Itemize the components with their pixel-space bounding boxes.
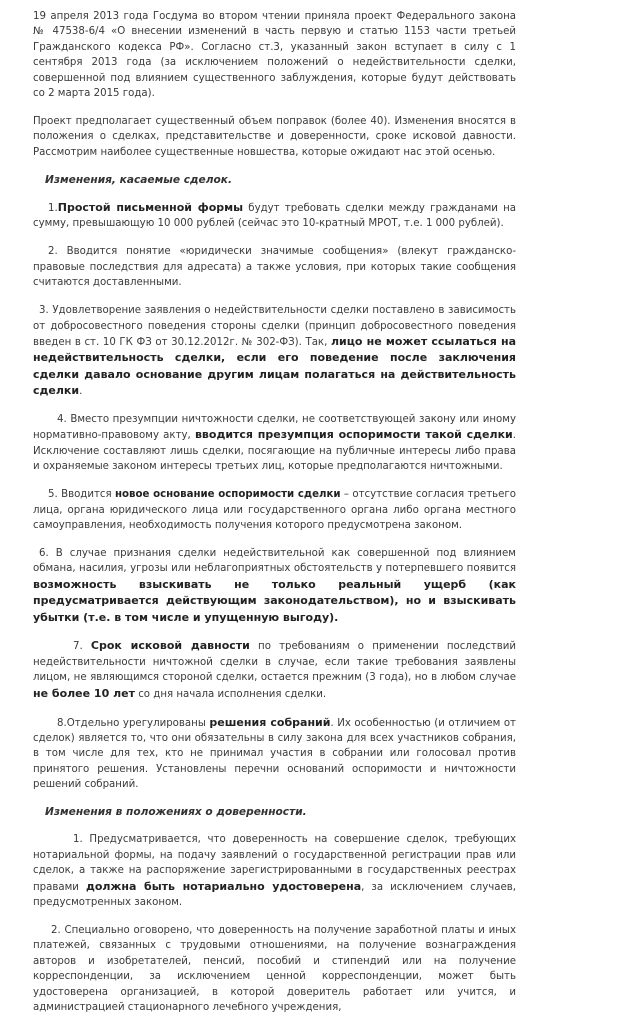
list-item (33, 303, 516, 399)
item-text: 2. Вводится понятие «юридически значимые сообщения» (влекут гражданско-правовые последствия для адресата) а также условия, при которых такие сообщения считаются доставленными. (33, 246, 516, 289)
item-emphasis: не более 10 лет (33, 686, 135, 700)
item-text: 5. Вводится (48, 489, 116, 501)
item-text: 7. (73, 641, 91, 653)
item-emphasis: лицо не может ссылаться на недействительность сделки, если его поведение после заключения сделки давало основание другим лицам полагаться на действительность сделки (33, 334, 516, 398)
intro-paragraph: Проект предполагает существенный объем поправок (более 40). Изменения вносятся в положения о сделках, представительстве и доверенности, сроке исковой давности. Рассмотрим наиболее существенные новшества, которые ожидают нас этой осенью. (33, 115, 516, 158)
list-item (33, 715, 516, 793)
item-emphasis: новое основание оспоримости сделки (115, 489, 341, 501)
item-text: 8.Отдельно урегулированы (57, 717, 210, 729)
list-item (33, 832, 516, 910)
item-emphasis: возможность взыскивать не только реальный ущерб (как предусматривается действующим законодательством), но и взыскивать убытки (т.е. в том числе и упущенную выгоду). (33, 577, 516, 624)
item-text: 1. (48, 203, 58, 215)
item-text: 4. Вместо презумпции ничтожности сделки, не соответствующей закону или иному нормативно-правовому акту, (33, 414, 516, 442)
list-item (33, 244, 516, 290)
item-text: . Их особенностью (и отличием от сделок) является то, что они обязательны в силу закона для всех участников собрания, в том числе для тех, кто не принимал участия в собрании или голосовал против принятого решения. Установлены перечни оснований оспоримости и ничтожности решений собраний. (33, 717, 516, 791)
item-text: , за исключением случаев, предусмотренных законом. (33, 881, 516, 909)
item-emphasis: решения собраний (209, 715, 331, 729)
item-emphasis: Простой письменной формы (57, 201, 244, 215)
item-text: 6. В случае признания сделки недействительной как совершенной под влиянием обмана, насилия, угрозы или неблагоприятных обстоятельств у потерпевшего появится (33, 547, 516, 575)
section-heading-deals: Изменения, касаемые сделок. (45, 173, 232, 186)
item-text: со дня начала исполнения сделки. (134, 688, 327, 700)
list-item (33, 200, 516, 232)
item-emphasis: вводится презумпция оспоримости такой сделки (194, 428, 513, 442)
item-emphasis: Срок исковой давности (90, 639, 250, 653)
list-item (33, 638, 516, 702)
item-text: будут требовать сделки между гражданами на сумму, превышающую 10 000 рублей (сейчас это 10-кратный МРОТ, т.е. 1 000 рублей). (33, 203, 516, 230)
document-body (33, 9, 516, 1028)
item-text: – отсутствие согласия третьего лица, органа юридического лица или государственного органа либо органа местного самоуправления, необходимость получения которого предусмотрена законом. (33, 489, 516, 531)
intro-paragraph: 19 апреля 2013 года Госдума во втором чтении приняла проект Федерального закона № 47538-6/4 «О внесении изменений в часть первую и статью 1153 части третьей Гражданского кодекса РФ». Согласно ст.3, указанный закон вступает в силу с 1 сентября 2013 года (за исключением положений о недействительности сделки, совершенной под влиянием существенного заблуждения, которые будут действовать со 2 марта 2015 года). (33, 11, 516, 100)
item-emphasis: должна быть нотариально удостоверена (85, 879, 362, 893)
section-heading-power-of-attorney: Изменения в положениях о доверенности. (45, 806, 307, 819)
item-text: 2. Специально оговорено, что доверенность на получение заработной платы и иных платежей, связанных с трудовыми отношениями, на получение вознаграждения авторов и изобретателей, пенсий, пособий и стипендий или на получение корреспонденции, за исключением ценной корреспонденции, может быть удостоверена организацией, в которой доверитель работает или учится, и администрацией стационарного лечебного учреждения, (33, 925, 516, 1014)
item-text: . Исключение составляют лишь сделки, посягающие на публичные интересы либо права и охраняемые законом интересы третьих лиц, которые предполагаются ничтожными. (33, 430, 516, 473)
list-item (33, 546, 516, 626)
item-text: по требованиям о применении последствий недействительности ничтожной сделки в случае, если такие требования заявлены лицом, не являющимся стороной сделки, остается прежним (3 года), но в любом случае (33, 641, 516, 684)
list-item (33, 487, 516, 533)
item-text: 3. Удовлетворение заявления о недействительности сделки поставлено в зависимость от добросовестного поведения стороны сделки (принцип добросовестного поведения введен в ст. 10 ГК ФЗ от 30.12.2012г. № 302-ФЗ). Так, (33, 305, 516, 348)
list-item (33, 923, 516, 1015)
item-text: . (79, 386, 83, 398)
list-item (33, 412, 516, 475)
item-text: 1. Предусматривается, что доверенность на совершение сделок, требующих нотариальной формы, на подачу заявлений о государственной регистрации прав или сделок, а также на распоряжение зарегистрированными в государственных реестрах правами (33, 834, 516, 893)
